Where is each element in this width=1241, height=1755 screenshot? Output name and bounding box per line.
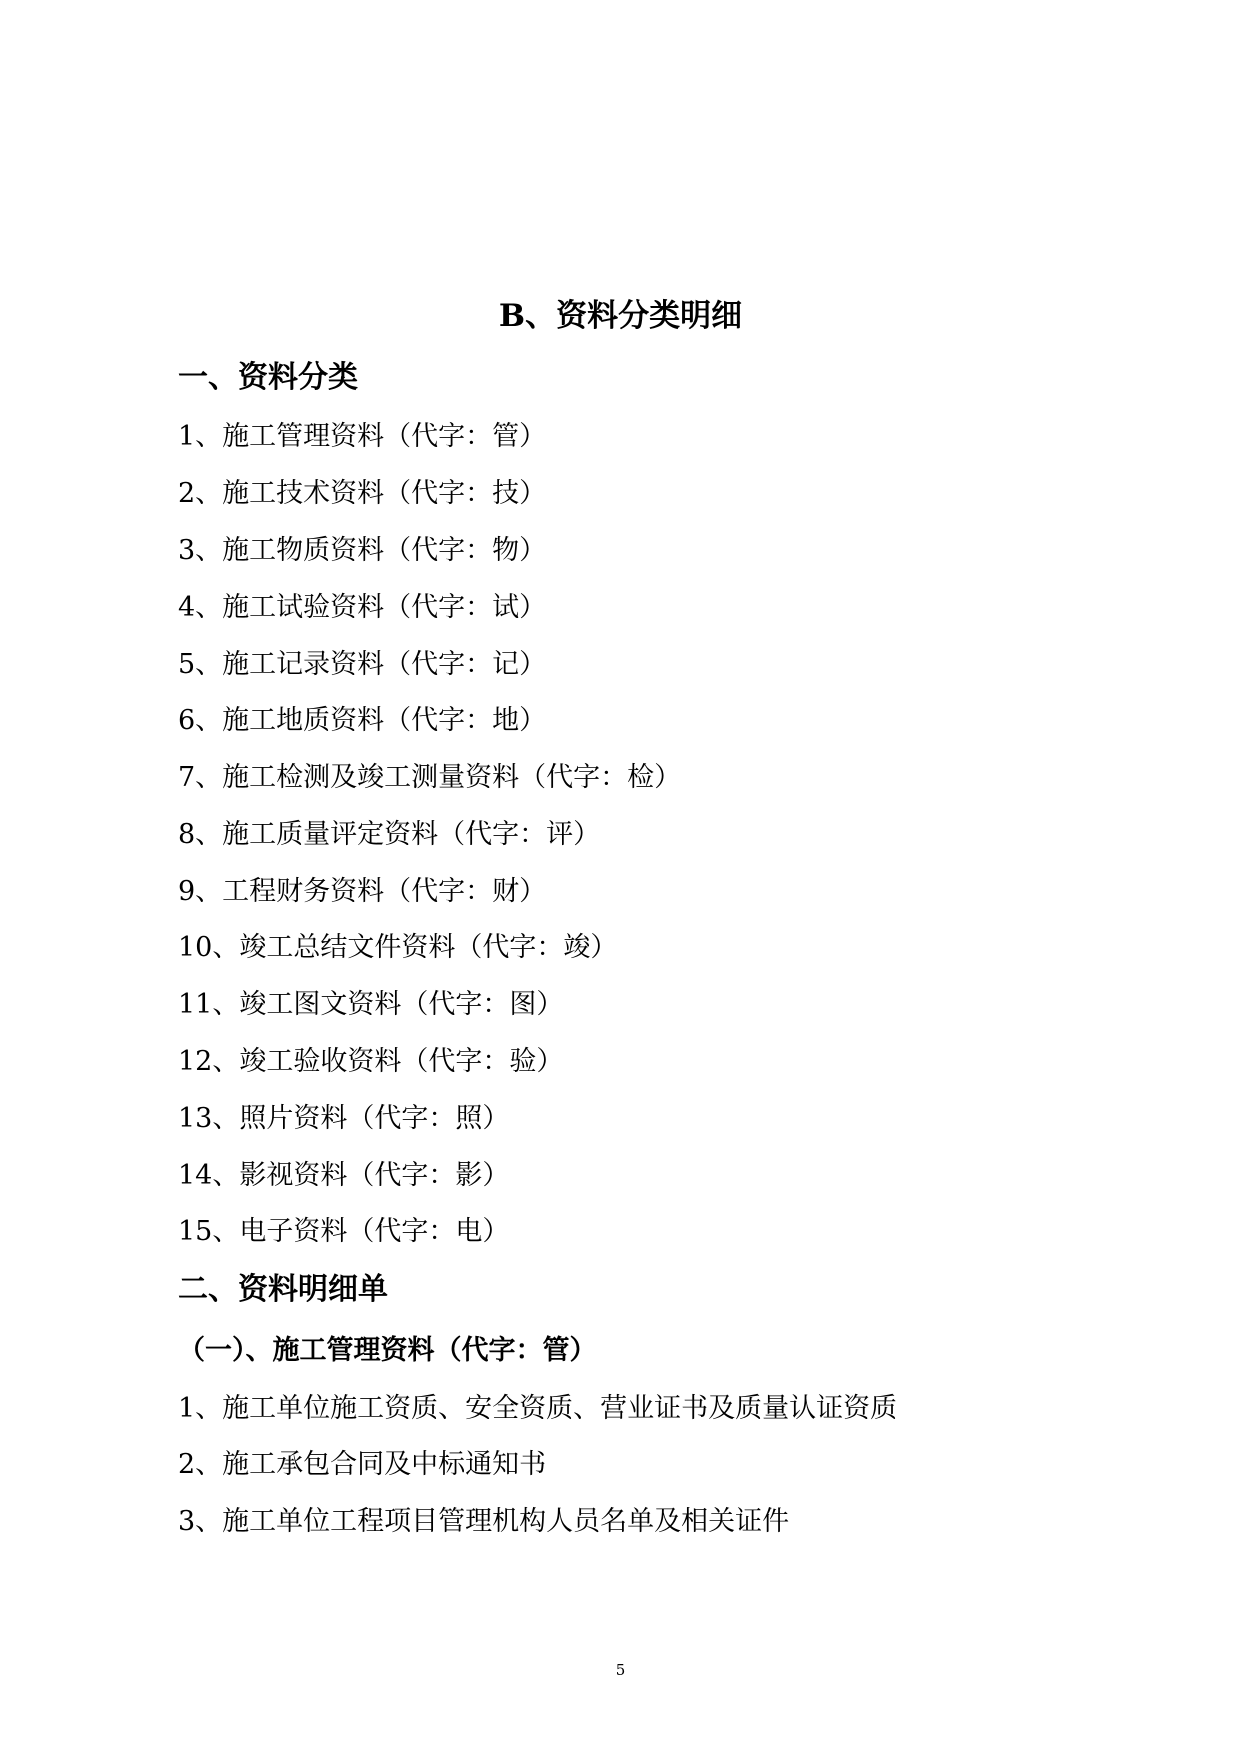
classification-item: 1、施工管理资料（代字：管） bbox=[178, 421, 547, 452]
detail-item: 2、施工承包合同及中标通知书 bbox=[178, 1449, 547, 1480]
classification-item: 15、电子资料（代字：电） bbox=[178, 1216, 510, 1247]
classification-item: 9、工程财务资料（代字：财） bbox=[178, 876, 547, 907]
classification-item: 14、影视资料（代字：影） bbox=[178, 1160, 510, 1191]
document-title: B、资料分类明细 bbox=[498, 298, 743, 334]
classification-item: 3、施工物质资料（代字：物） bbox=[178, 535, 547, 566]
classification-item: 7、施工检测及竣工测量资料（代字：检） bbox=[178, 762, 682, 793]
classification-item: 11、竣工图文资料（代字：图） bbox=[178, 989, 564, 1020]
classification-item: 5、施工记录资料（代字：记） bbox=[178, 649, 547, 680]
classification-item: 4、施工试验资料（代字：试） bbox=[178, 592, 547, 623]
detail-item: 3、施工单位工程项目管理机构人员名单及相关证件 bbox=[178, 1506, 790, 1537]
classification-item: 8、施工质量评定资料（代字：评） bbox=[178, 819, 601, 850]
subsection-heading-construction-management: （一）、施工管理资料（代字：管） bbox=[178, 1335, 597, 1366]
classification-item: 10、竣工总结文件资料（代字：竣） bbox=[178, 932, 618, 963]
classification-item: 12、竣工验收资料（代字：验） bbox=[178, 1046, 564, 1077]
detail-item: 1、施工单位施工资质、安全资质、营业证书及质量认证资质 bbox=[178, 1393, 898, 1424]
section-heading-classification: 一、资料分类 bbox=[178, 360, 358, 395]
page-number: 5 bbox=[615, 1661, 626, 1679]
classification-item: 2、施工技术资料（代字：技） bbox=[178, 478, 547, 509]
section-heading-detail-list: 二、资料明细单 bbox=[178, 1272, 388, 1307]
classification-item: 6、施工地质资料（代字：地） bbox=[178, 705, 547, 736]
classification-item: 13、照片资料（代字：照） bbox=[178, 1103, 510, 1134]
